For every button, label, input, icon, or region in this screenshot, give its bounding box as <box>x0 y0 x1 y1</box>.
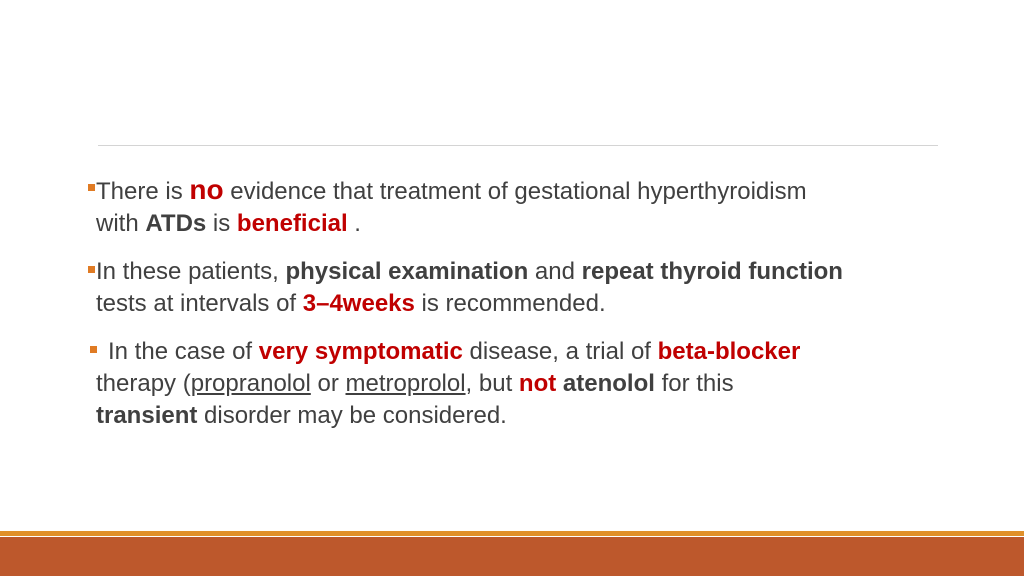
bullet-3-line-3 <box>96 400 948 432</box>
slide-body <box>88 174 948 448</box>
text-run: and <box>528 258 582 285</box>
emphasis-repeat-thyroid-function: repeat thyroid function <box>581 258 843 285</box>
square-bullet-icon <box>90 346 97 353</box>
text-run: disease, a trial of <box>462 338 658 365</box>
emphasis-physical-examination: physical examination <box>285 258 529 285</box>
bullet-item-1 <box>88 174 948 240</box>
text-run: tests at intervals of <box>96 290 303 317</box>
bullet-2-line-1 <box>96 256 948 288</box>
text-run: disorder may be considered. <box>197 402 507 429</box>
bullet-item-2 <box>88 256 948 320</box>
text-run: is recommended. <box>414 290 606 317</box>
text-run: therapy ( <box>96 370 191 397</box>
text-run: In these patients, <box>96 258 286 285</box>
emphasis-no: no <box>189 174 224 205</box>
square-bullet-icon <box>88 266 95 273</box>
underlined-metroprolol: metroprolol <box>345 370 466 397</box>
text-run: In the case of <box>108 338 259 365</box>
bullet-1-line-1 <box>96 174 948 208</box>
bullet-item-3 <box>88 336 948 432</box>
bullet-3-line-2 <box>96 368 948 400</box>
text-run: is <box>206 210 237 237</box>
text-run: . <box>347 210 361 237</box>
text-run: or <box>310 370 346 397</box>
emphasis-not: not <box>518 370 557 397</box>
emphasis-beneficial: beneficial <box>236 210 348 237</box>
emphasis-interval: 3–4weeks <box>302 290 415 317</box>
text-run: There is <box>96 178 190 205</box>
text-run: evidence that treatment of gestational hyperthyroidism <box>223 178 807 205</box>
footer-bar <box>0 537 1024 576</box>
footer-accent-line <box>0 531 1024 536</box>
bullet-3-line-1 <box>108 336 948 368</box>
text-run: , but <box>465 370 519 397</box>
bullet-2-line-2 <box>96 288 948 320</box>
text-run: for this <box>654 370 734 397</box>
square-bullet-icon <box>88 184 95 191</box>
text-run: with <box>96 210 146 237</box>
underlined-propranolol: propranolol <box>190 370 311 397</box>
title-divider <box>98 145 938 146</box>
text-run <box>556 370 563 397</box>
emphasis-transient: transient <box>96 402 198 429</box>
emphasis-atenolol: atenolol <box>562 370 655 397</box>
emphasis-very-symptomatic: very symptomatic <box>258 338 463 365</box>
emphasis-atds: ATDs <box>145 210 207 237</box>
emphasis-beta-blocker: beta-blocker <box>657 338 801 365</box>
bullet-1-line-2 <box>96 208 948 240</box>
